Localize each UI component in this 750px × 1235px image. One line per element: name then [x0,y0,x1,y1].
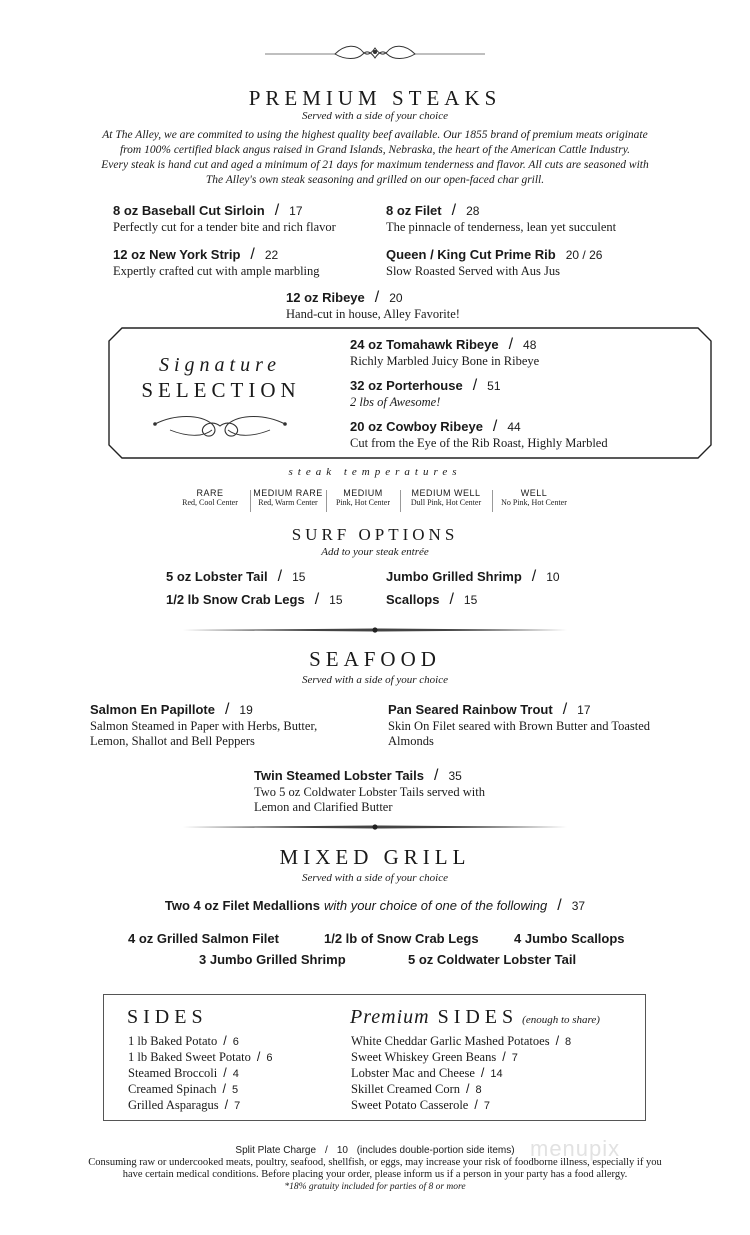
item-price: 19 [239,703,253,717]
side-item: Grilled Asparagus / 7 [128,1098,241,1112]
premium-intro [0,128,750,188]
allergy-warning [0,1157,750,1193]
intro-line: At The Alley, we are commited to using the highest quality beef available. Our 1855 brand of premium meats originate [102,129,648,141]
item-desc: Perfectly cut for a tender bite and rich flavor [113,220,336,234]
temp-rare [168,488,252,507]
share-note: (enough to share) [522,1014,600,1026]
temp-medium-rare [250,488,326,507]
item-name: 8 oz Baseball Cut Sirloin [113,203,265,218]
selection-word: SELECTION [141,378,301,402]
side-item: Creamed Spinach / 5 [128,1082,239,1096]
mixed-title: MIXED GRILL [279,845,471,869]
side-price: 5 [232,1084,239,1096]
side-price: 7 [483,1100,490,1112]
menu-item: 32 oz Porterhouse / 51 2 lbs of Awesome! [350,377,501,409]
side-price: 8 [475,1084,482,1096]
temp-desc: Pink, Hot Center [336,498,390,507]
menu-item: Salmon En Papillote / 19 Salmon Steamed in Paper with Herbs, Butter, Lemon, Shallot and Bell Peppers [90,701,318,748]
mixed-option: 4 Jumbo Scallops [514,931,625,946]
seafood-title: SEAFOOD [309,647,441,671]
item-desc: Lemon and Clarified Butter [254,800,393,814]
menu-item: 8 oz Filet / 28 The pinnacle of tenderness, lean yet succulent [386,202,617,234]
mixed-subtitle: Served with a side of your choice [301,872,449,884]
side-price: 6 [266,1052,273,1064]
item-price: 37 [571,899,586,913]
side-price: 7 [234,1100,241,1112]
side-price: 8 [565,1036,572,1048]
item-desc: Two 5 oz Coldwater Lobster Tails served with [254,785,485,799]
item-price: 15 [292,570,306,584]
item-desc: Hand-cut in house, Alley Favorite! [286,307,460,321]
item-name: Two 4 oz Filet Medallions [164,898,320,913]
menu-item: Scallops / 15 [386,591,478,608]
item-desc: Lemon, Shallot and Bell Peppers [90,734,255,748]
split-label: Split Plate Charge [235,1145,317,1156]
flourish-icon [150,406,290,444]
menu-item: 8 oz Baseball Cut Sirloin / 17 Perfectly cut for a tender bite and rich flavor [113,202,336,234]
premium-word: Premium [350,1006,430,1028]
item-name: Salmon En Papillote [90,702,215,717]
side-name: Skillet Creamed Corn [351,1082,461,1096]
section-divider [183,625,567,635]
item-desc: Richly Marbled Juicy Bone in Ribeye [350,354,540,368]
side-item: White Cheddar Garlic Mashed Potatoes / 8 [351,1034,572,1048]
sides-title: SIDES [127,1006,208,1028]
intro-line: from 100% certified black angus raised in Grand Islands, Nebraska, the heart of the American Cattle Industry. [119,144,631,156]
side-name: White Cheddar Garlic Mashed Potatoes [351,1034,550,1048]
side-name: Sweet Potato Casserole [351,1098,469,1112]
temp-name: MEDIUM RARE [253,488,323,498]
surf-subtitle: Add to your steak entrée [321,546,429,558]
item-with: with your choice of one of the following [323,898,548,913]
warning-line: Consuming raw or undercooked meats, poultry, seafood, shellfish, or eggs, may increase your risk of foodborne illness, especially if you [88,1157,662,1168]
side-name: Steamed Broccoli [128,1066,218,1080]
split-note: (includes double-portion side items) [356,1145,515,1156]
watermark: menupix [530,1136,621,1161]
temp-name: WELL [520,488,548,498]
mixed-option: 5 oz Coldwater Lobster Tail [408,952,577,967]
temp-desc: Dull Pink, Hot Center [410,498,482,507]
item-price: 10 [546,570,560,584]
ornament-icon [265,40,485,62]
item-price: 20 / 26 [565,248,603,262]
section-divider [183,822,567,832]
premium-sides-title [350,1006,600,1029]
item-name: 1/2 lb Snow Crab Legs [166,592,305,607]
menu-item: 20 oz Cowboy Ribeye / 44 Cut from the Eye of the Rib Roast, Highly Marbled [350,418,608,450]
item-price: 15 [463,593,478,607]
item-name: Scallops [386,592,440,607]
temp-medium [326,488,400,507]
item-price: 28 [466,204,480,218]
item-name: 24 oz Tomahawk Ribeye [350,337,499,352]
menu-item: 12 oz New York Strip / 22 Expertly crafted cut with ample marbling [113,246,320,278]
item-desc: Almonds [388,734,434,748]
item-price: 20 [389,291,403,305]
side-price: 6 [232,1036,239,1048]
side-item: Sweet Whiskey Green Beans / 7 [351,1050,518,1064]
temp-name: MEDIUM WELL [411,488,481,498]
side-price: 14 [490,1068,503,1080]
side-name: 1 lb Baked Sweet Potato [128,1050,251,1064]
temp-medium-well [400,488,492,507]
split-plate: Split Plate Charge / 10 (includes double-portion side items) [235,1145,515,1156]
menu-item: 24 oz Tomahawk Ribeye / 48 Richly Marbled Juicy Bone in Ribeye [350,336,540,368]
temp-desc: Red, Warm Center [258,498,318,507]
side-item: 1 lb Baked Sweet Potato / 6 [128,1050,273,1064]
menu-item: 1/2 lb Snow Crab Legs / 15 [166,591,343,608]
side-item: Skillet Creamed Corn / 8 [351,1082,482,1096]
item-desc: Slow Roasted Served with Aus Jus [386,264,560,278]
side-name: Lobster Mac and Cheese [351,1066,475,1080]
temp-desc: Red, Cool Center [182,498,238,507]
menu-item: Pan Seared Rainbow Trout / 17 Skin On Filet seared with Brown Butter and Toasted Almonds [388,701,651,748]
seafood-subtitle: Served with a side of your choice [301,674,449,686]
side-name: 1 lb Baked Potato [128,1034,218,1048]
mixed-option: 3 Jumbo Grilled Shrimp [199,952,346,967]
top-ornament [265,40,485,62]
item-desc: Salmon Steamed in Paper with Herbs, Butter, [90,719,318,733]
signature-word: Signature [158,354,282,376]
item-name: 12 oz Ribeye [286,290,365,305]
mixed-option: 4 oz Grilled Salmon Filet [128,931,279,946]
side-item: Sweet Potato Casserole / 7 [351,1098,490,1112]
item-price: 22 [264,248,279,262]
gratuity-note: *18% gratuity included for parties of 8 or more [284,1182,466,1192]
side-price: 4 [232,1068,239,1080]
side-item: Steamed Broccoli / 4 [128,1066,239,1080]
item-name: Queen / King Cut Prime Rib [386,247,556,262]
item-name: 5 oz Lobster Tail [166,569,268,584]
premium-sides-list [351,1034,571,1114]
item-desc: The pinnacle of tenderness, lean yet succulent [386,220,617,234]
mixed-option: 1/2 lb of Snow Crab Legs [324,931,479,946]
item-price: 44 [507,420,521,434]
side-item: Lobster Mac and Cheese / 14 [351,1066,503,1080]
item-desc: Cut from the Eye of the Rib Roast, Highly Marbled [350,436,608,450]
item-name: 32 oz Porterhouse [350,378,463,393]
item-name: 12 oz New York Strip [113,247,241,262]
split-price: 10 [336,1145,348,1156]
side-name: Grilled Asparagus [128,1098,219,1112]
item-price: 48 [523,338,537,352]
side-price: 7 [511,1052,518,1064]
menu-item [386,246,602,279]
intro-line: Every steak is hand cut and aged a minimum of 21 days for maximum tenderness and flavor. All cuts are seasoned with [101,159,649,171]
item-desc: Skin On Filet seared with Brown Butter and Toasted [388,719,651,733]
menu-item: Jumbo Grilled Shrimp / 10 [386,568,560,585]
menu-item: 5 oz Lobster Tail / 15 [166,568,306,585]
side-name: Sweet Whiskey Green Beans [351,1050,497,1064]
item-desc: 2 lbs of Awesome! [350,395,441,409]
warning-line: have certain medical conditions. Before placing your order, please inform us if a person in your party has a food allergy. [122,1169,628,1180]
item-name: Jumbo Grilled Shrimp [386,569,522,584]
item-name: Pan Seared Rainbow Trout [388,702,553,717]
temp-name: RARE [196,488,224,498]
temp-desc: No Pink, Hot Center [501,498,567,507]
item-price: 51 [487,379,501,393]
temps-title: steak temperatures [288,466,462,478]
item-desc: Expertly crafted cut with ample marbling [113,264,320,278]
temp-well [492,488,576,507]
item-name: Twin Steamed Lobster Tails [254,768,424,783]
temp-name: MEDIUM [343,488,383,498]
item-price: 35 [448,769,462,783]
sides-list [128,1034,273,1114]
item-price: 17 [577,703,591,717]
side-item: 1 lb Baked Potato / 6 [128,1034,239,1048]
premium-title: PREMIUM STEAKS [248,86,502,110]
sides-word: SIDES [437,1006,519,1028]
mixed-main: Two 4 oz Filet Medallions with your choice of one of the following / 37 [164,897,586,914]
premium-subtitle: Served with a side of your choice [301,110,449,122]
intro-line: The Alley's own steak seasoning and grilled on our open-faced char grill. [205,174,545,186]
surf-title: SURF OPTIONS [291,525,459,544]
item-price: 15 [329,593,343,607]
item-price: 17 [289,204,303,218]
side-name: Creamed Spinach [128,1082,217,1096]
item-name: 20 oz Cowboy Ribeye [350,419,483,434]
menu-item: Twin Steamed Lobster Tails / 35 Two 5 oz Coldwater Lobster Tails served with Lemon and Clarified Butter [254,767,485,814]
item-name: 8 oz Filet [386,203,442,218]
menu-item: 12 oz Ribeye / 20 Hand-cut in house, Alley Favorite! [286,289,460,321]
